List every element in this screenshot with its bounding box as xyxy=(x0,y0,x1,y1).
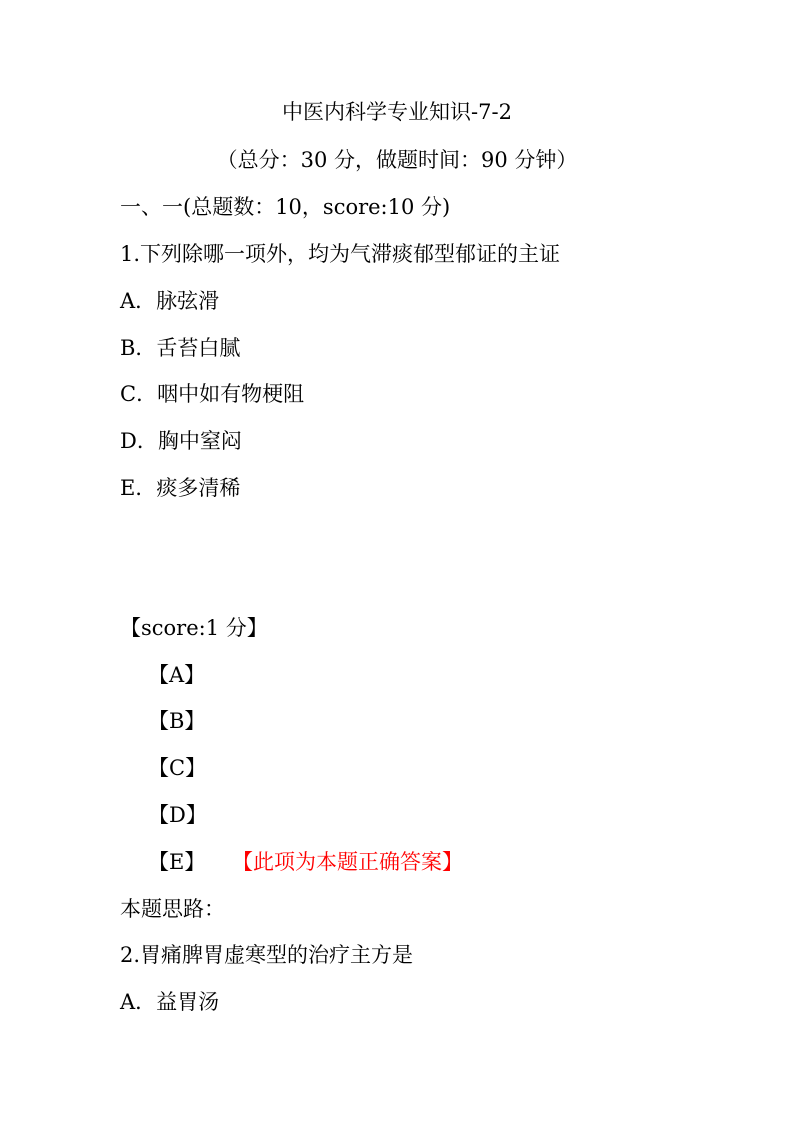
option-e: E．痰多清稀 xyxy=(120,476,241,500)
question-score: 【score:1 分】 xyxy=(120,616,268,640)
choice-c: 【C】 xyxy=(148,756,207,780)
choice-d: 【D】 xyxy=(148,803,207,827)
option-a: A．益胃汤 xyxy=(120,990,220,1014)
option-d: D．胸中窒闷 xyxy=(120,429,242,453)
section-heading: 一、一(总题数：10，score:10 分) xyxy=(120,195,451,219)
question-stem: 2.胃痛脾胃虚寒型的治疗主方是 xyxy=(120,943,414,967)
choice-a: 【A】 xyxy=(148,663,206,687)
option-a: A．脉弦滑 xyxy=(120,289,220,313)
document-subtitle: （总分：30 分，做题时间：90 分钟） xyxy=(216,148,578,172)
document-title: 中医内科学专业知识-7-2 xyxy=(282,100,512,124)
analysis-label: 本题思路： xyxy=(120,897,225,921)
choice-b: 【B】 xyxy=(148,709,206,733)
question-stem: 1.下列除哪一项外，均为气滞痰郁型郁证的主证 xyxy=(120,242,561,266)
option-c: C．咽中如有物梗阻 xyxy=(120,382,305,406)
correct-answer-note: 【此项为本题正确答案】 xyxy=(232,850,463,874)
option-b: B．舌苔白腻 xyxy=(120,336,241,360)
choice-e: 【E】 xyxy=(148,850,206,874)
